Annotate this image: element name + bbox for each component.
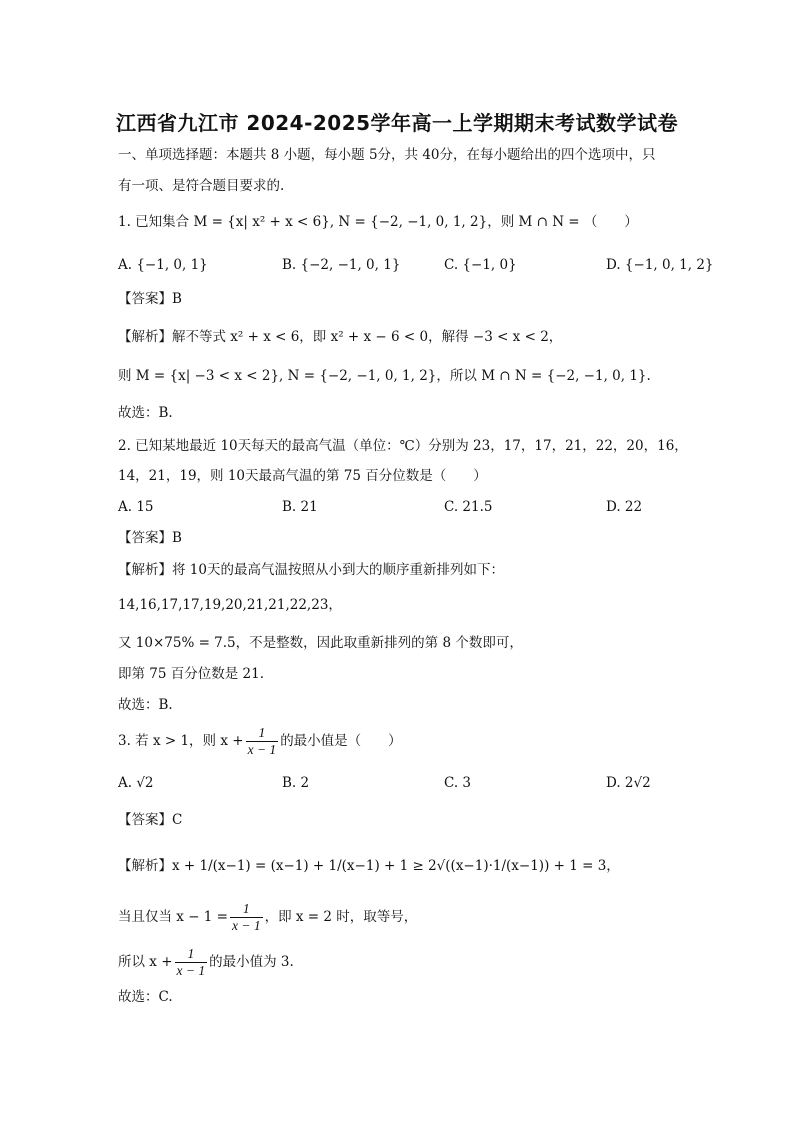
q1-analysis-line1: 【解析】解不等式 x² + x < 6，即 x² + x − 6 < 0，解得 −3 < x < 2， bbox=[118, 329, 563, 345]
q1-conclusion: 故选：B. bbox=[118, 405, 173, 421]
q3-analysis3-denominator: x − 1 bbox=[176, 963, 206, 978]
q3-analysis3-post: 的最小值为 3. bbox=[209, 954, 294, 970]
q2-option-d: D. 22 bbox=[606, 499, 643, 515]
q2-conclusion: 故选：B. bbox=[118, 697, 173, 713]
q3-analysis-line2 bbox=[118, 900, 417, 934]
section-instruction-line2: 有一项、是符合题目要求的. bbox=[118, 178, 285, 194]
q3-analysis2-pre: 当且仅当 x − 1 = bbox=[118, 909, 228, 925]
q3-stem-post: 的最小值是（ ） bbox=[280, 733, 402, 749]
q3-analysis-formula: x + 1/(x−1) = (x−1) + 1/(x−1) + 1 ≥ 2√((x−1)·1/(x−1)) + 1 = 3， bbox=[172, 858, 620, 874]
q3-analysis2-denominator: x − 1 bbox=[232, 918, 261, 933]
q3-analysis3-pre: 所以 x + bbox=[118, 954, 173, 970]
q2-stem-line1: 2. 已知某地最近 10天每天的最高气温（单位：℃）分别为 23，17，17，21，22，20，16， bbox=[118, 438, 688, 454]
q3-frac-denominator: x − 1 bbox=[247, 742, 277, 757]
q3-stem-pre: 3. 若 x > 1，则 x + bbox=[118, 733, 244, 749]
q3-option-d: D. 2√2 bbox=[606, 775, 651, 791]
q3-conclusion: 故选：C. bbox=[118, 989, 173, 1005]
q1-analysis-line2: 则 M = {x| −3 < x < 2}, N = {−2, −1, 0, 1, 2}，所以 M ∩ N = {−2, −1, 0, 1}. bbox=[118, 368, 651, 384]
q2-analysis-line3: 又 10×75% = 7.5，不是整数，因此取重新排列的第 8 个数即可， bbox=[118, 635, 523, 651]
q3-analysis-line3 bbox=[118, 945, 294, 979]
q3-analysis-label: 【解析】 bbox=[118, 858, 172, 874]
q1-option-b: B. {−2, −1, 0, 1} bbox=[282, 257, 401, 273]
q1-stem: 1. 已知集合 M = {x| x² + x < 6}, N = {−2, −1, 0, 1, 2}，则 M ∩ N = （ ） bbox=[118, 214, 638, 230]
q3-option-b: B. 2 bbox=[282, 775, 310, 791]
q3-stem bbox=[118, 724, 402, 758]
section-instruction-line1: 一、单项选择题：本题共 8 小题，每小题 5分，共 40分，在每小题给出的四个选项中，只 bbox=[118, 147, 656, 163]
q1-option-c: C. {−1, 0} bbox=[444, 257, 517, 273]
q3-stem-fraction bbox=[246, 725, 279, 758]
q3-analysis-line1 bbox=[118, 857, 620, 875]
q3-answer: 【答案】C bbox=[118, 812, 183, 828]
q2-option-b: B. 21 bbox=[282, 499, 318, 515]
q3-analysis3-numerator: 1 bbox=[175, 946, 208, 963]
q3-analysis2-post: ，即 x = 2 时，取等号， bbox=[264, 909, 418, 925]
page-title: 江西省九江市 2024-2025学年高一上学期期末考试数学试卷 bbox=[115, 111, 679, 135]
q1-answer: 【答案】B bbox=[118, 291, 182, 307]
q3-option-a: A. √2 bbox=[118, 775, 154, 791]
q3-analysis3-fraction bbox=[175, 946, 208, 979]
q2-analysis-line2: 14,16,17,17,19,20,21,21,22,23， bbox=[118, 597, 342, 613]
q3-option-c: C. 3 bbox=[444, 775, 472, 791]
q2-analysis-line1: 【解析】将 10天的最高气温按照从小到大的顺序重新排列如下： bbox=[118, 562, 504, 578]
q3-frac-numerator: 1 bbox=[246, 725, 279, 742]
q2-stem-line2: 14，21，19，则 10天最高气温的第 75 百分位数是（ ） bbox=[118, 468, 487, 484]
q1-option-d: D. {−1, 0, 1, 2} bbox=[606, 257, 714, 273]
q3-analysis2-fraction bbox=[230, 901, 263, 934]
q1-option-a: A. {−1, 0, 1} bbox=[118, 257, 208, 273]
q2-answer: 【答案】B bbox=[118, 530, 182, 546]
q2-option-c: C. 21.5 bbox=[444, 499, 493, 515]
q2-analysis-line4: 即第 75 百分位数是 21. bbox=[118, 666, 265, 682]
q3-analysis2-numerator: 1 bbox=[230, 901, 263, 918]
q2-option-a: A. 15 bbox=[118, 499, 154, 515]
